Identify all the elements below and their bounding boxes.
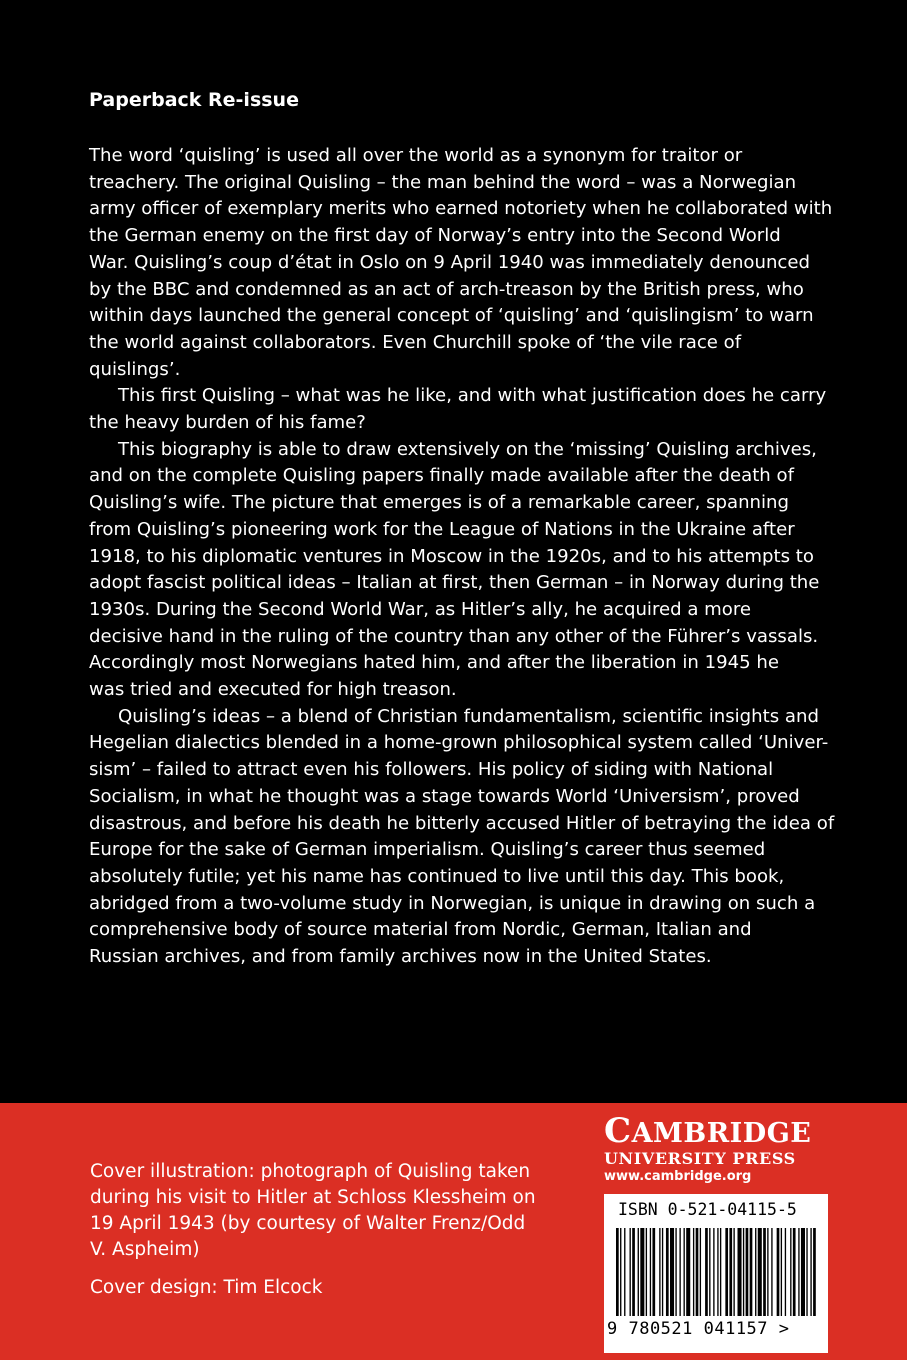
barcode-bars xyxy=(614,1228,819,1318)
blurb-line: This first Quisling – what was he like, and with what justification does he carry xyxy=(118,385,827,407)
blurb-line: army officer of exemplary merits who earned notoriety when he collaborated with xyxy=(89,198,833,220)
barcode-bar xyxy=(793,1228,796,1316)
cover-credits xyxy=(90,1159,560,1301)
barcode-bar xyxy=(725,1228,728,1316)
publisher-band xyxy=(0,1103,907,1360)
blurb-line: comprehensive body of source material from Nordic, German, Italian and xyxy=(89,919,752,941)
barcode-bar xyxy=(696,1228,699,1316)
credit-line: V. Aspheim) xyxy=(90,1239,200,1260)
barcode-bar xyxy=(630,1228,631,1316)
blurb-line: Quisling’s wife. The picture that emerges is of a remarkable career, spanning xyxy=(89,492,789,514)
barcode-bar xyxy=(720,1228,721,1316)
blurb-line: Europe for the sake of German imperialism. Quisling’s career thus seemed xyxy=(89,839,766,861)
barcode-bar xyxy=(743,1228,744,1316)
blurb-line: by the BBC and condemned as an act of arch-treason by the British press, who xyxy=(89,278,804,300)
blurb-paragraph-3 xyxy=(89,437,834,704)
barcode-bar xyxy=(755,1228,756,1316)
publisher-subtitle: UNIVERSITY PRESS xyxy=(604,1149,796,1168)
barcode-bar xyxy=(659,1228,660,1316)
barcode-bar xyxy=(670,1228,674,1316)
barcode-bar xyxy=(733,1228,734,1316)
credit-line: Cover illustration: photograph of Quisling taken xyxy=(90,1161,531,1182)
barcode-bar xyxy=(781,1228,782,1316)
barcode-bar xyxy=(684,1228,685,1316)
blurb-line: quislings’. xyxy=(89,358,181,380)
barcode-bar xyxy=(650,1228,651,1316)
blurb-line: decisive hand in the ruling of the country than any other of the Führer’s vassals. xyxy=(89,625,819,647)
blurb-line: 1930s. During the Second World War, as Hitler’s ally, he acquired a more xyxy=(89,598,752,620)
blurb-line: sism’ – failed to attract even his followers. His policy of siding with National xyxy=(89,759,774,781)
isbn-label: ISBN 0-521-04115-5 xyxy=(618,1200,797,1219)
barcode-bar xyxy=(620,1228,621,1316)
barcode-bar xyxy=(675,1228,676,1316)
barcode-bar xyxy=(746,1228,749,1316)
barcode-bar xyxy=(810,1228,811,1316)
barcode-bar xyxy=(806,1228,807,1316)
barcode-bar xyxy=(624,1228,625,1316)
barcode-bar xyxy=(638,1228,639,1316)
blurb-line: disastrous, and before his death he bitterly accused Hitler of betraying the idea of xyxy=(89,812,835,834)
blurb-line: and on the complete Quisling papers finally made available after the death of xyxy=(89,465,794,487)
barcode-bar xyxy=(758,1228,762,1316)
barcode-bar xyxy=(652,1228,655,1316)
blurb-text xyxy=(89,143,834,971)
barcode-bar xyxy=(798,1228,799,1316)
blurb-line: the German enemy on the first day of Norway’s entry into the Second World xyxy=(89,225,781,247)
publisher-name-initial: C xyxy=(604,1111,632,1151)
blurb-line: Hegelian dialectics blended in a home-grown philosophical system called ‘Univer- xyxy=(89,732,829,754)
barcode-bar xyxy=(750,1228,753,1316)
publisher-name-rest: AMBRIDGE xyxy=(631,1118,812,1149)
barcode-bar xyxy=(705,1228,708,1316)
blurb-line: Socialism, in what he thought was a stage towards World ‘Universism’, proved xyxy=(89,785,800,807)
barcode-bar xyxy=(738,1228,742,1316)
barcode-bar xyxy=(700,1228,701,1316)
blurb-line: was tried and executed for high treason. xyxy=(89,679,457,701)
blurb-line: Russian archives, and from family archives now in the United States. xyxy=(89,946,712,968)
blurb-line: within days launched the general concept of ‘quisling’ and ‘quislingism’ to warn xyxy=(89,305,814,327)
barcode-bar xyxy=(777,1228,780,1316)
barcode-bar xyxy=(729,1228,732,1316)
publisher-logo xyxy=(604,1111,844,1151)
blurb-line: adopt fascist political ideas – Italian at first, then German – in Norway during the xyxy=(89,572,820,594)
barcode-bar xyxy=(790,1228,791,1316)
barcode xyxy=(604,1194,828,1353)
blurb-paragraph-2 xyxy=(89,383,834,436)
barcode-bar xyxy=(666,1228,669,1316)
barcode-bar xyxy=(679,1228,680,1316)
blurb-line: Quisling’s ideas – a blend of Christian fundamentalism, scientific insights and xyxy=(118,705,819,727)
barcode-bar xyxy=(662,1228,663,1316)
barcode-bar xyxy=(709,1228,710,1316)
barcode-bar xyxy=(813,1228,816,1316)
blurb-line: treachery. The original Quisling – the man behind the word – was a Norwegian xyxy=(89,171,797,193)
publisher-url: www.cambridge.org xyxy=(604,1169,752,1184)
barcode-bar xyxy=(785,1228,786,1316)
blurb-paragraph-1 xyxy=(89,143,834,383)
blurb-line: abridged from a two-volume study in Norwegian, is unique in drawing on such a xyxy=(89,892,816,914)
barcode-bar xyxy=(801,1228,805,1316)
blurb-line: the world against collaborators. Even Churchill spoke of ‘the vile race of xyxy=(89,331,742,353)
ean-digits: 9 780521 041157 > xyxy=(607,1319,790,1339)
barcode-bar xyxy=(713,1228,714,1316)
credit-line: 19 April 1943 (by courtesy of Walter Frenz/Odd xyxy=(90,1213,526,1234)
blurb-line: Accordingly most Norwegians hated him, and after the liberation in 1945 he xyxy=(89,652,779,674)
blurb-line: the heavy burden of his fame? xyxy=(89,412,366,434)
blurb-line: from Quisling’s pioneering work for the League of Nations in the Ukraine after xyxy=(89,518,795,540)
barcode-bar xyxy=(616,1228,619,1316)
blurb-line: 1918, to his diplomatic ventures in Moscow in the 1920s, and to his attempts to xyxy=(89,545,814,567)
barcode-bar xyxy=(717,1228,718,1316)
edition-heading: Paperback Re-issue xyxy=(89,89,299,111)
blurb-line: absolutely futile; yet his name has continued to live until this day. This book, xyxy=(89,865,785,887)
blurb-line: War. Quisling’s coup d’état in Oslo on 9 April 1940 was immediately denounced xyxy=(89,251,810,273)
barcode-bar xyxy=(640,1228,644,1316)
barcode-bar xyxy=(693,1228,694,1316)
blurb-line: This biography is able to draw extensively on the ‘missing’ Quisling archives, xyxy=(118,438,817,460)
barcode-bar xyxy=(686,1228,690,1316)
barcode-bar xyxy=(767,1228,768,1316)
credit-line: during his visit to Hitler at Schloss Klessheim on xyxy=(90,1187,536,1208)
blurb-paragraph-4 xyxy=(89,704,834,971)
cover-illustration-credit xyxy=(90,1159,560,1263)
cover-design-credit: Cover design: Tim Elcock xyxy=(90,1277,323,1298)
barcode-bar xyxy=(632,1228,635,1316)
barcode-bar xyxy=(646,1228,647,1316)
barcode-bar xyxy=(763,1228,766,1316)
barcode-bar xyxy=(771,1228,772,1316)
blurb-line: The word ‘quisling’ is used all over the world as a synonym for traitor or xyxy=(89,145,743,166)
